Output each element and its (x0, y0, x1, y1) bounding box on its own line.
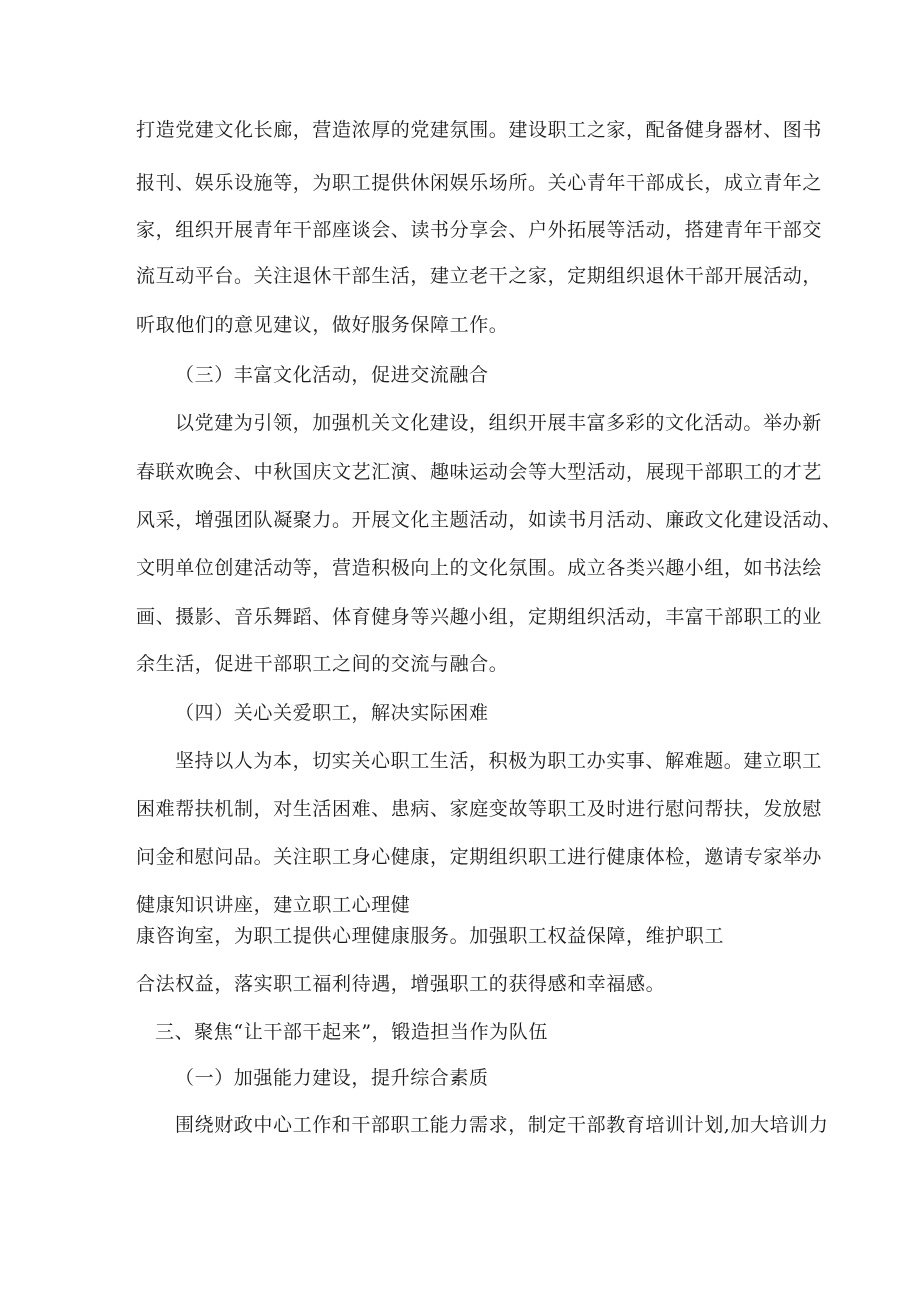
body-text-line: 家，组织开展青年干部座谈会、读书分享会、户外拓展等活动，搭建青年干部交 (136, 219, 823, 241)
body-text-line: 健康知识讲座，建立职工心理健 (136, 894, 411, 916)
section-heading: 三、聚焦“让干部干起来”，锻造担当作为队伍 (155, 1021, 549, 1043)
subsection-heading: （三）丰富文化活动，促进交流融合 (175, 364, 489, 386)
body-text-line: 困难帮扶机制，对生活困难、患病、家庭变故等职工及时进行慰问帮扶，发放慰 (136, 798, 823, 820)
body-text-line: 合法权益，落实职工福利待遇，增强职工的获得感和幸福感。 (136, 973, 666, 995)
body-text-line: 康咨询室，为职工提供心理健康服务。加强职工权益保障，维护职工 (136, 925, 725, 947)
paragraph-first-line: 围绕财政中心工作和干部职工能力需求，制定干部教育培训计划,加大培训力 (175, 1114, 829, 1136)
body-text-line: 余生活，促进干部职工之间的交流与融合。 (136, 653, 509, 675)
body-text-line: 流互动平台。关注退休干部生活，建立老干之家，定期组织退休干部开展活动， (136, 265, 823, 287)
body-text-line: 文明单位创建活动等，营造积极向上的文化氛围。成立各类兴趣小组，如书法绘 (136, 557, 823, 579)
body-text-line: 风采，增强团队凝聚力。开展文化主题活动，如读书月活动、廉政文化建设活动、 (136, 509, 842, 531)
body-text-line: 画、摄影、音乐舞蹈、体育健身等兴趣小组，定期组织活动，丰富干部职工的业 (136, 606, 823, 628)
subsection-heading: （四）关心关爱职工，解决实际困难 (175, 702, 489, 724)
body-text-line: 春联欢晚会、中秋国庆文艺汇演、趣味运动会等大型活动，展现干部职工的才艺 (136, 461, 823, 483)
body-text-line: 问金和慰问品。关注职工身心健康，定期组织职工进行健康体检，邀请专家举办 (136, 846, 823, 868)
subsection-heading: （一）加强能力建设，提升综合素质 (175, 1067, 489, 1089)
body-text-line: 听取他们的意见建议，做好服务保障工作。 (136, 314, 509, 336)
paragraph-first-line: 以党建为引领，加强机关文化建设，组织开展丰富多彩的文化活动。举办新 (175, 412, 822, 434)
paragraph-first-line: 坚持以人为本，切实关心职工生活，积极为职工办实事、解难题。建立职工 (175, 750, 822, 772)
body-text-line: 打造党建文化长廊，营造浓厚的党建氛围。建设职工之家，配备健身器材、图书 (136, 119, 823, 141)
body-text-line: 报刊、娱乐设施等，为职工提供休闲娱乐场所。关心青年干部成长，成立青年之 (136, 172, 823, 194)
